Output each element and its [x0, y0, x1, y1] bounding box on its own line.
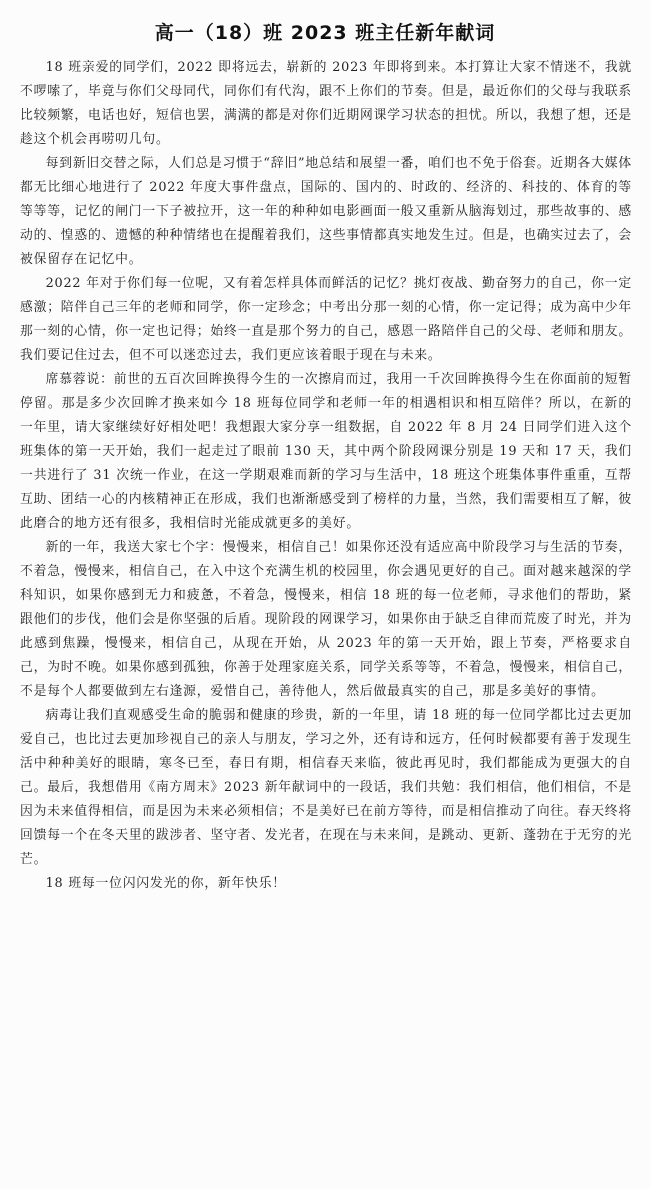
paragraph-5: 新的一年，我送大家七个字：慢慢来，相信自己！如果你还没有适应高中阶段学习与生活的节奏，不着急，慢慢来，相信自己，在入中这个充满生机的校园里，你会遇见更好的自己。面对越来越深的学科知识，如果你感到无力和疲惫，不着急，慢慢来，相信 18 班的每一位老师，寻求他们的帮助，紧跟他们的步伐，他们会是你坚强的后盾。现阶段的网课学习，如果你由于缺乏自律而荒废了时光，并为此感到焦躁，慢慢来，相信自己，从现在开始，从 2023 年的第一天开始，跟上节奏，严格要求自己，为时不晚。如果你感到孤独，你善于处理家庭关系，同学关系等等，不着急，慢慢来，相信自己，不是每个人都要做到左右逢源，爱惜自己，善待他人，然后做最真实的自己，那是多美好的事情。: [20, 540, 632, 699]
paragraph-3: 2022 年对于你们每一位呢，又有着怎样具体而鲜活的记忆？挑灯夜战、勤奋努力的自己，你一定感激；陪伴自己三年的老师和同学，你一定珍念；中考出分那一刻的心情，你一定记得；成为高中少年那一刻的心情，你一定也记得；始终一直是那个努力的自己，感恩一路陪伴自己的父母、老师和朋友。我们要记住过去，但不可以迷恋过去，我们更应该着眼于现在与未来。: [20, 276, 632, 363]
closing-line: 18 班每一位闪闪发光的你，新年快乐！: [45, 876, 286, 891]
paragraph-1: 18 班亲爱的同学们，2022 即将远去，崭新的 2023 年即将到来。本打算让大家不情迷不，我就不啰嗦了，毕竟与你们父母同代，同你们有代沟，跟不上你们的节奏。但是，最近你们的父母与我联系比较频繁，电话也好，短信也罢，满满的都是对你们近期网课学习状态的担忧。所以，我想了想，还是趁这个机会再唠叨几句。: [20, 60, 632, 147]
document-title: 高一（18）班 2023 班主任新年献词: [154, 22, 496, 44]
document-body: [20, 56, 632, 896]
paragraph-4: 席慕蓉说：前世的五百次回眸换得今生的一次擦肩而过，我用一千次回眸换得今生在你面前的短暂停留。那是多少次回眸才换来如今 18 班每位同学和老师一年的相遇相识和相互陪伴？所以，在新的一年里，请大家继续好好相处吧！我想跟大家分享一组数据，自 2022 年 8 月 24 日同学们进入这个班集体的第一天开始，我们一起走过了眼前 130 天，其中两个阶段网课分别是 19 天和 17 天，我们一共进行了 31 次统一作业，在这一学期艰难而新的学习与生活中，18 班这个班集体事件重重，互帮互助、团结一心的内核精神正在形成，我们也渐渐感受到了榜样的力量，当然，我们需要相互了解，彼此磨合的地方还有很多，我相信时光能成就更多的美好。: [20, 372, 632, 531]
paragraph-2: 每到新旧交替之际，人们总是习惯于“辞旧”地总结和展望一番，咱们也不免于俗套。近期各大媒体都无比细心地进行了 2022 年度大事件盘点，国际的、国内的、时政的、经济的、科技的、体育的等等等等，记忆的闸门一下子被拉开，这一年的种种如电影画面一般又重新从脑海划过，那些故事的、感动的、惶惑的、遗憾的种种情绪也在提醒着我们，这些事情都真实地发生过。但是，也确实过去了，会被保留存在记忆中。: [20, 156, 632, 267]
paragraph-6: 病毒让我们直观感受生命的脆弱和健康的珍贵，新的一年里，请 18 班的每一位同学都比过去更加爱自己，也比过去更加珍视自己的亲人与朋友，学习之外，还有诗和远方，任何时候都要有善于发现生活中种种美好的眼睛，寒冬已至，春日有期，相信春天来临，彼此再见时，我们都能成为更强大的自己。最后，我想借用《南方周末》2023 新年献词中的一段话，我们共勉：我们相信，他们相信，不是因为未来值得相信，而是因为未来必须相信；不是美好已在前方等待，而是相信推动了向往。春天终将回馈每一个在冬天里的跋涉者、坚守者、发光者，在现在与未来间，是跳动、更新、蓬勃在于无穷的光芒。: [20, 708, 632, 867]
